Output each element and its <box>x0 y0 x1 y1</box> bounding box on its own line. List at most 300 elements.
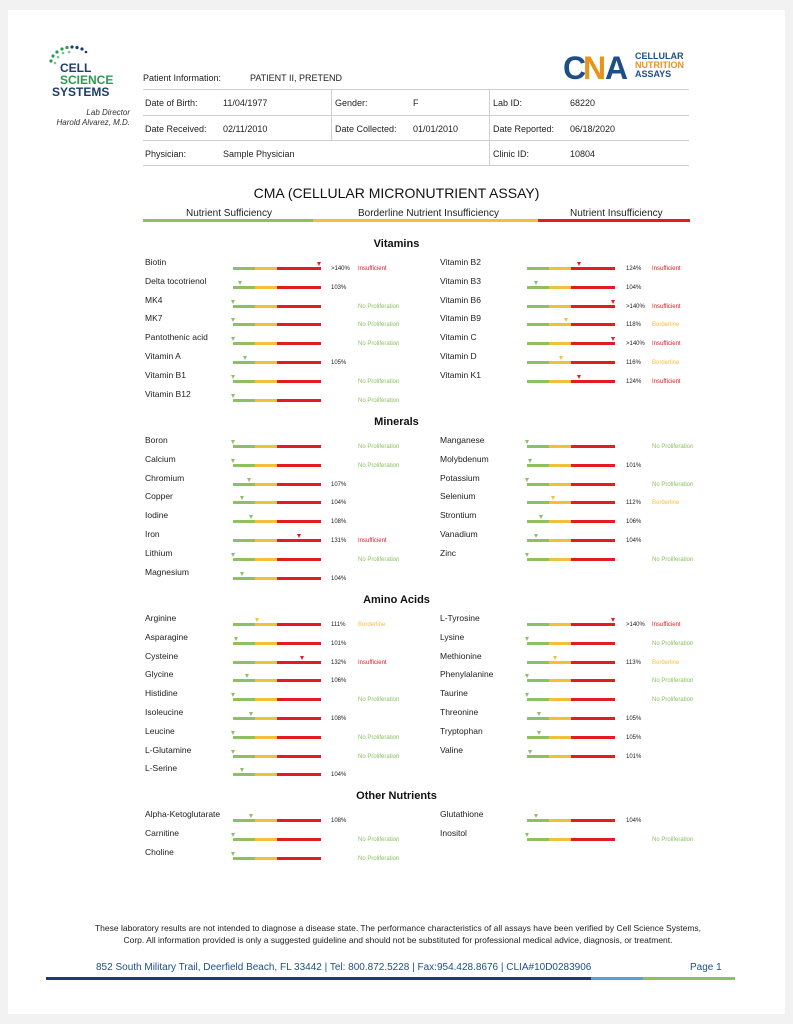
level-bar-segment <box>255 773 277 776</box>
level-bar-segment <box>527 483 549 486</box>
status-label: No Proliferation <box>652 444 694 450</box>
level-marker-icon <box>231 375 235 379</box>
level-bar-segment <box>527 267 549 270</box>
level-bar-segment <box>255 520 277 523</box>
lab-director <box>38 108 130 128</box>
level-marker-icon <box>528 459 532 463</box>
level-marker-icon <box>525 693 529 697</box>
level-bar-segment <box>255 755 277 758</box>
percent-value: >140% <box>331 266 350 272</box>
level-bar-segment <box>233 857 255 860</box>
status-label: No Proliferation <box>652 556 694 563</box>
clinic-value: 10804 <box>570 149 596 159</box>
logo-text-systems: SYSTEMS <box>52 85 110 99</box>
level-bar-segment <box>571 286 615 289</box>
level-bar-segment <box>527 305 549 308</box>
level-marker-icon <box>231 731 235 735</box>
level-marker-icon <box>231 300 235 304</box>
level-bar-segment <box>549 642 571 645</box>
level-bar <box>527 483 615 486</box>
status-label: No Proliferation <box>358 855 400 862</box>
level-bar-segment <box>255 483 277 486</box>
level-bar <box>233 558 321 561</box>
level-bar-segment <box>571 501 615 504</box>
level-bar-segment <box>255 323 277 326</box>
percent-value: 107% <box>331 481 347 488</box>
level-marker-icon <box>249 712 253 716</box>
section-title: Amino Acids <box>363 594 430 606</box>
level-bar-segment <box>277 773 321 776</box>
level-bar-segment <box>571 838 615 841</box>
nutrient-name: Glycine <box>145 669 174 680</box>
level-bar-segment <box>233 520 255 523</box>
level-bar-segment <box>255 661 277 664</box>
level-bar <box>233 736 321 739</box>
percent-value: 108% <box>331 818 347 824</box>
lab-director-name: Harold Alvarez, M.D. <box>56 118 130 127</box>
status-label: Insufficient <box>652 266 681 272</box>
level-bar <box>233 577 321 580</box>
level-marker-icon <box>525 674 529 678</box>
level-bar-segment <box>233 698 255 701</box>
level-bar <box>527 661 615 664</box>
level-bar-segment <box>549 558 571 561</box>
nutrient-name: Biotin <box>145 257 167 267</box>
level-bar-segment <box>527 661 549 664</box>
level-bar-segment <box>277 380 321 383</box>
status-label: No Proliferation <box>358 697 400 704</box>
level-bar-segment <box>255 717 277 720</box>
level-marker-icon <box>245 674 249 678</box>
level-bar-segment <box>255 838 277 841</box>
level-bar-segment <box>571 305 615 308</box>
section-title: Vitamins <box>373 238 420 250</box>
level-bar-segment <box>233 501 255 504</box>
level-marker-icon <box>255 618 259 622</box>
level-bar <box>527 623 615 626</box>
level-marker-icon <box>564 318 568 322</box>
page-number: Page 1 <box>690 962 722 973</box>
level-bar-segment <box>571 342 615 345</box>
level-bar-segment <box>527 838 549 841</box>
level-bar-segment <box>233 819 255 822</box>
level-bar <box>527 838 615 841</box>
nutrient-name: Vitamin B3 <box>440 275 481 286</box>
level-bar-segment <box>233 679 255 682</box>
footer-bar-green <box>643 977 735 980</box>
level-bar-segment <box>549 286 571 289</box>
level-marker-icon <box>537 731 541 735</box>
level-marker-icon <box>551 496 555 500</box>
level-marker-icon <box>243 356 247 360</box>
legend-sufficiency: Nutrient Sufficiency <box>186 208 272 219</box>
level-marker-icon <box>231 459 235 463</box>
level-bar <box>233 323 321 326</box>
nutrient-name: Delta tocotrienol <box>145 275 207 286</box>
level-bar-segment <box>527 819 549 822</box>
level-bar-segment <box>255 736 277 739</box>
legend-bar-green <box>143 219 313 222</box>
level-marker-icon <box>234 637 238 641</box>
level-bar <box>527 267 615 270</box>
level-bar-segment <box>549 267 571 270</box>
level-bar <box>527 717 615 720</box>
level-bar-segment <box>277 661 321 664</box>
level-bar-segment <box>549 661 571 664</box>
level-bar <box>527 445 615 448</box>
nutrient-name: Leucine <box>145 725 175 736</box>
nutrient-name: Vitamin B1 <box>145 369 186 380</box>
level-bar-segment <box>233 380 255 383</box>
level-bar-segment <box>527 380 549 383</box>
level-bar-segment <box>571 323 615 326</box>
level-marker-icon <box>231 852 235 856</box>
level-marker-icon <box>231 394 235 398</box>
level-marker-icon <box>611 300 615 304</box>
status-label: Insufficient <box>652 622 681 628</box>
level-bar-segment <box>571 717 615 720</box>
labid-label: Lab ID: <box>493 98 523 108</box>
reported-value: 06/18/2020 <box>570 124 616 134</box>
level-bar-segment <box>233 717 255 720</box>
level-bar-segment <box>571 698 615 701</box>
level-bar-segment <box>233 342 255 345</box>
level-marker-icon <box>238 281 242 285</box>
nutrient-name: Vitamin C <box>440 332 477 343</box>
disclaimer: These laboratory results are not intended to diagnose a disease state. The performance characteristics of all assays have been verified by Cell Science Systems, Corp. All information provided is only a suggested guideline and should not be substituted for professional medical advice, diagnosis, or treatment. <box>94 923 702 945</box>
level-bar-segment <box>277 736 321 739</box>
status-label: No Proliferation <box>358 397 400 404</box>
percent-value: 118% <box>626 322 641 329</box>
divider <box>331 90 332 140</box>
percent-value: 101% <box>626 462 642 469</box>
level-bar-segment <box>277 755 321 758</box>
level-marker-icon <box>577 262 581 266</box>
level-bar-segment <box>277 464 321 467</box>
level-bar-segment <box>255 267 277 270</box>
level-marker-icon <box>553 656 557 660</box>
level-bar <box>527 323 615 326</box>
nutrient-name: Chromium <box>145 472 185 483</box>
level-bar-segment <box>255 623 277 626</box>
nutrient-name: Choline <box>145 846 174 857</box>
nutrient-name: Pantothenic acid <box>145 332 208 343</box>
cna-text-nutrition: NUTRITION <box>635 60 684 70</box>
nutrient-name: Threonine <box>440 707 479 717</box>
level-bar-segment <box>527 539 549 542</box>
level-bar <box>233 380 321 383</box>
level-bar-segment <box>277 577 321 580</box>
level-bar-segment <box>527 501 549 504</box>
level-bar <box>233 520 321 523</box>
level-bar <box>527 698 615 701</box>
percent-value: 124% <box>626 266 642 272</box>
footer-bar-blue <box>591 977 643 980</box>
level-bar-segment <box>549 539 571 542</box>
dob-value: 11/04/1977 <box>223 98 268 108</box>
level-marker-icon <box>534 814 538 818</box>
level-bar-segment <box>549 342 571 345</box>
level-bar-segment <box>571 661 615 664</box>
section-title: Other Nutrients <box>356 790 437 802</box>
level-bar-segment <box>571 679 615 682</box>
level-marker-icon <box>231 833 235 837</box>
level-marker-icon <box>525 440 529 444</box>
level-bar-segment <box>549 380 571 383</box>
level-bar-segment <box>255 342 277 345</box>
level-bar-segment <box>277 267 321 270</box>
status-label: Insufficient <box>652 303 681 310</box>
level-bar-segment <box>571 819 615 822</box>
percent-value: 112% <box>626 500 641 507</box>
level-marker-icon <box>297 534 301 538</box>
level-bar-segment <box>527 464 549 467</box>
labid-value: 68220 <box>570 98 596 108</box>
svg-text:N: N <box>583 52 607 84</box>
percent-value: >140% <box>626 341 645 348</box>
nutrient-name: Methionine <box>440 650 482 661</box>
level-bar-segment <box>233 267 255 270</box>
status-label: Insufficient <box>652 378 681 385</box>
level-bar-segment <box>549 819 571 822</box>
percent-value: 103% <box>331 284 347 291</box>
percent-value: 105% <box>626 716 642 722</box>
level-bar-segment <box>277 698 321 701</box>
level-marker-icon <box>300 656 304 660</box>
level-bar-segment <box>255 399 277 402</box>
nutrient-name: Carnitine <box>145 827 180 838</box>
level-bar-segment <box>277 305 321 308</box>
level-bar <box>233 464 321 467</box>
reported-label: Date Reported: <box>493 124 555 134</box>
divider <box>143 89 689 90</box>
status-label: No Proliferation <box>652 836 694 843</box>
level-bar-segment <box>255 286 277 289</box>
patient-info-label: Patient Information: <box>143 73 222 83</box>
status-label: Insufficient <box>358 538 387 544</box>
nutrient-name: MK4 <box>145 294 163 305</box>
level-marker-icon <box>231 693 235 697</box>
nutrient-name: Boron <box>145 435 168 445</box>
level-bar-segment <box>277 838 321 841</box>
level-bar-segment <box>527 755 549 758</box>
nutrient-name: Vitamin K1 <box>440 369 481 380</box>
level-bar-segment <box>277 286 321 289</box>
status-label: No Proliferation <box>358 462 400 469</box>
level-marker-icon <box>525 833 529 837</box>
level-bar-segment <box>527 736 549 739</box>
nutrient-name: Valine <box>440 744 463 755</box>
level-bar-segment <box>255 698 277 701</box>
patient-name: PATIENT II, PRETEND <box>250 73 343 83</box>
level-bar <box>527 558 615 561</box>
level-marker-icon <box>231 553 235 557</box>
level-bar <box>527 286 615 289</box>
level-bar-segment <box>549 698 571 701</box>
level-bar-segment <box>549 445 571 448</box>
level-bar-segment <box>571 755 615 758</box>
nutrient-name: L-Serine <box>145 763 178 774</box>
legend-insufficiency: Nutrient Insufficiency <box>570 208 663 219</box>
level-bar-segment <box>233 577 255 580</box>
level-bar <box>527 380 615 383</box>
report-title: CMA (CELLULAR MICRONUTRIENT ASSAY) <box>253 185 540 201</box>
percent-value: 105% <box>626 734 642 741</box>
level-bar <box>527 501 615 504</box>
level-bar-segment <box>527 642 549 645</box>
nutrient-name: Magnesium <box>145 566 189 577</box>
level-bar-segment <box>549 520 571 523</box>
level-bar-segment <box>527 323 549 326</box>
nutrient-name: Vitamin D <box>440 351 477 361</box>
level-bar <box>527 755 615 758</box>
level-bar-segment <box>277 819 321 822</box>
nutrient-name: Histidine <box>145 688 178 699</box>
level-bar-segment <box>571 464 615 467</box>
logo-text-cell: CELL <box>60 61 92 75</box>
percent-value: 104% <box>331 772 347 779</box>
percent-value: 106% <box>331 678 347 685</box>
level-marker-icon <box>525 637 529 641</box>
percent-value: 113% <box>626 659 641 666</box>
level-marker-icon <box>611 337 615 341</box>
level-marker-icon <box>525 478 529 482</box>
level-bar-segment <box>549 501 571 504</box>
nutrient-name: Copper <box>145 491 173 502</box>
cna-text-cellular: CELLULAR <box>635 51 684 61</box>
level-bar-segment <box>527 679 549 682</box>
level-bar <box>233 399 321 402</box>
nutrient-name: Glutathione <box>440 809 484 819</box>
status-label: No Proliferation <box>652 481 694 488</box>
nutrient-name: Vitamin B9 <box>440 313 481 324</box>
level-bar-segment <box>277 323 321 326</box>
level-marker-icon <box>247 478 251 482</box>
level-bar-segment <box>233 361 255 364</box>
status-label: Insufficient <box>358 266 387 272</box>
level-bar-segment <box>571 642 615 645</box>
level-marker-icon <box>231 440 235 444</box>
level-bar <box>527 539 615 542</box>
nutrient-name: Molybdenum <box>440 453 489 464</box>
status-label: No Proliferation <box>358 734 400 741</box>
level-bar-segment <box>277 857 321 860</box>
level-marker-icon <box>249 515 253 519</box>
level-marker-icon <box>611 618 615 622</box>
level-bar-segment <box>571 623 615 626</box>
level-bar <box>233 838 321 841</box>
level-bar <box>233 717 321 720</box>
level-bar-segment <box>549 483 571 486</box>
level-bar-segment <box>549 755 571 758</box>
status-label: No Proliferation <box>358 836 400 843</box>
percent-value: 104% <box>626 284 642 291</box>
legend-borderline: Borderline Nutrient Insufficiency <box>358 208 499 219</box>
percent-value: 101% <box>626 753 642 760</box>
level-bar-segment <box>277 399 321 402</box>
level-marker-icon <box>577 375 581 379</box>
level-bar-segment <box>527 286 549 289</box>
status-label: No Proliferation <box>358 556 400 563</box>
level-bar-segment <box>549 361 571 364</box>
physician-label: Physician: <box>145 149 187 159</box>
status-label: Borderline <box>652 360 680 366</box>
level-bar <box>527 679 615 682</box>
level-bar <box>527 520 615 523</box>
status-label: No Proliferation <box>358 322 400 329</box>
level-bar <box>233 267 321 270</box>
level-bar-segment <box>527 717 549 720</box>
level-bar-segment <box>571 483 615 486</box>
level-bar-segment <box>255 501 277 504</box>
level-bar-segment <box>277 361 321 364</box>
status-label: No Proliferation <box>652 678 694 685</box>
level-bar <box>527 305 615 308</box>
level-marker-icon <box>240 768 244 772</box>
percent-value: 104% <box>626 818 642 824</box>
percent-value: 132% <box>331 659 347 666</box>
level-bar <box>233 819 321 822</box>
level-bar-segment <box>233 323 255 326</box>
level-bar <box>527 642 615 645</box>
status-label: No Proliferation <box>358 341 400 348</box>
level-bar-segment <box>233 558 255 561</box>
level-bar-segment <box>233 773 255 776</box>
status-label: No Proliferation <box>358 378 400 385</box>
status-label: Insufficient <box>358 659 387 666</box>
level-bar <box>527 464 615 467</box>
nutrient-name: Selenium <box>440 491 476 502</box>
level-bar <box>233 501 321 504</box>
nutrient-name: Manganese <box>440 435 485 445</box>
nutrient-name: Lysine <box>440 631 465 642</box>
level-bar-segment <box>233 642 255 645</box>
level-bar-segment <box>255 305 277 308</box>
clinic-label: Clinic ID: <box>493 149 530 159</box>
level-bar-segment <box>277 717 321 720</box>
level-bar <box>233 755 321 758</box>
nutrient-name: Vanadium <box>440 529 478 539</box>
percent-value: 106% <box>626 519 642 526</box>
footer-bar-navy <box>46 977 591 980</box>
level-bar-segment <box>255 380 277 383</box>
level-bar <box>233 286 321 289</box>
percent-value: >140% <box>626 622 645 628</box>
level-bar-segment <box>571 361 615 364</box>
level-bar-segment <box>277 642 321 645</box>
level-marker-icon <box>240 496 244 500</box>
percent-value: 108% <box>331 519 347 526</box>
status-label: No Proliferation <box>358 444 400 450</box>
level-bar-segment <box>527 623 549 626</box>
level-bar <box>527 361 615 364</box>
level-bar-segment <box>571 736 615 739</box>
level-bar-segment <box>571 539 615 542</box>
logo-text-science: SCIENCE <box>60 73 114 87</box>
status-label: Borderline <box>358 622 386 628</box>
nutrient-name: Zinc <box>440 547 457 558</box>
percent-value: 105% <box>331 360 347 366</box>
level-bar-segment <box>549 717 571 720</box>
level-bar <box>233 698 321 701</box>
nutrient-name: Vitamin B2 <box>440 257 481 267</box>
lab-director-label: Lab Director <box>86 108 130 117</box>
report-page <box>8 10 785 1014</box>
level-bar-segment <box>277 623 321 626</box>
level-bar <box>233 857 321 860</box>
level-bar-segment <box>277 558 321 561</box>
status-label: No Proliferation <box>358 303 400 310</box>
